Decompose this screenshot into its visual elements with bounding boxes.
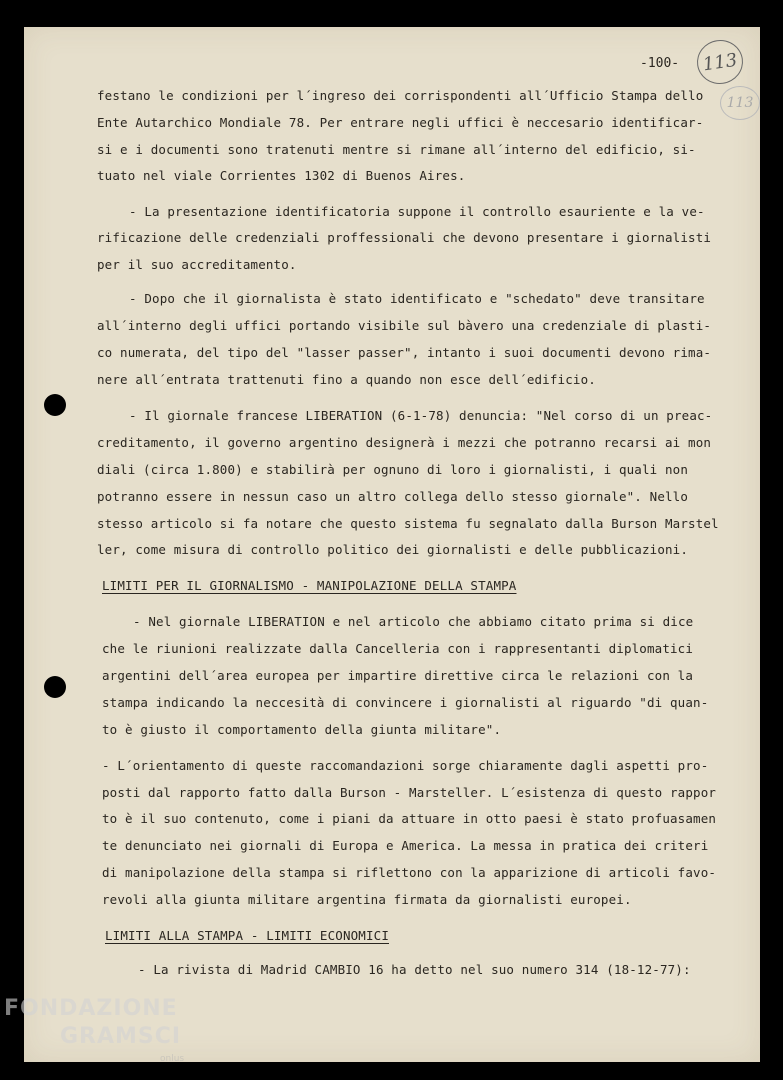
text-line: - Dopo che il giornalista è stato identificato e "schedato" deve transitare <box>129 291 705 306</box>
text-line: to è giusto il comportamento della giunta militare". <box>102 722 502 737</box>
text-line: diali (circa 1.800) e stabilirà per ognuno di loro i giornalisti, i quali non <box>97 462 689 477</box>
text-line: ler, come misura di controllo politico dei giornalisti e delle pubblicazioni. <box>97 542 689 557</box>
text-line: - Il giornale francese LIBERATION (6-1-78) denuncia: "Nel corso di un preac- <box>129 408 713 423</box>
text-line: stampa indicando la neccesità di convincere i giornalisti al riguardo "di quan- <box>102 695 709 710</box>
watermark-line-2: GRAMSCI <box>60 1024 182 1049</box>
text-line: revoli alla giunta militare argentina firmata da giornalisti europei. <box>102 892 632 907</box>
text-line: stesso articolo si fa notare che questo sistema fu segnalato dalla Burson Marstel <box>97 516 719 531</box>
section-heading: LIMITI PER IL GIORNALISMO - MANIPOLAZIONE DELLA STAMPA <box>102 578 517 593</box>
text-line: nere all´entrata trattenuti fino a quando non esce dell´edificio. <box>97 372 596 387</box>
text-line: di manipolazione della stampa si riflettono con la apparizione di articoli favo- <box>102 865 717 880</box>
watermark-line-1: FONDAZIONE <box>4 996 178 1021</box>
text-line: creditamento, il governo argentino designerà i mezzi che potranno recarsi ai mon <box>97 435 712 450</box>
watermark-line-3: onlus <box>160 1054 185 1064</box>
text-line: - La presentazione identificatoria suppone il controllo esauriente e la ve- <box>129 204 705 219</box>
text-line: te denunciato nei giornali di Europa e America. La messa in pratica dei criteri <box>102 838 709 853</box>
text-line: Ente Autarchico Mondiale 78. Per entrare negli uffici è neccesario identificar- <box>97 115 704 130</box>
text-line: per il suo accreditamento. <box>97 257 297 272</box>
text-line: rificazione delle credenziali proffessionali che devono presentare i giornalisti <box>97 230 712 245</box>
text-line: argentini dell´area europea per impartire direttive circa le relazioni con la <box>102 668 694 683</box>
text-line: tuato nel viale Corrientes 1302 di Buenos Aires. <box>97 168 466 183</box>
text-line: - La rivista di Madrid CAMBIO 16 ha detto nel suo numero 314 (18-12-77): <box>138 962 691 977</box>
archive-stamp-number: 113 <box>694 37 746 87</box>
page-number: -100- <box>640 56 680 71</box>
text-line: co numerata, del tipo del "lasser passer", intanto i suoi documenti devono rima- <box>97 345 712 360</box>
text-line: festano le condizioni per l´ingreso dei corrispondenti all´Ufficio Stampa dello <box>97 88 704 103</box>
text-line: to è il suo contenuto, come i piani da attuare in otto paesi è stato profuasamen <box>102 811 717 826</box>
text-line: posti dal rapporto fatto dalla Burson - Marsteller. L´esistenza di questo rappor <box>102 785 717 800</box>
section-heading: LIMITI ALLA STAMPA - LIMITI ECONOMICI <box>105 928 389 943</box>
text-line: - L´orientamento di queste raccomandazioni sorge chiaramente dagli aspetti pro- <box>102 758 709 773</box>
text-line: che le riunioni realizzate dalla Cancelleria con i rappresentanti diplomatici <box>102 641 694 656</box>
text-line: si e i documenti sono tratenuti mentre si rimane all´interno del edificio, si- <box>97 142 696 157</box>
text-line: - Nel giornale LIBERATION e nel articolo che abbiamo citato prima si dice <box>133 614 694 629</box>
binder-hole-bottom <box>44 676 66 698</box>
archive-stamp-faint: 113 <box>720 86 760 120</box>
binder-hole-top <box>44 394 66 416</box>
text-line: all´interno degli uffici portando visibile sul bàvero una credenziale di plasti- <box>97 318 712 333</box>
text-line: potranno essere in nessun caso un altro collega dello stesso giornale". Nello <box>97 489 689 504</box>
